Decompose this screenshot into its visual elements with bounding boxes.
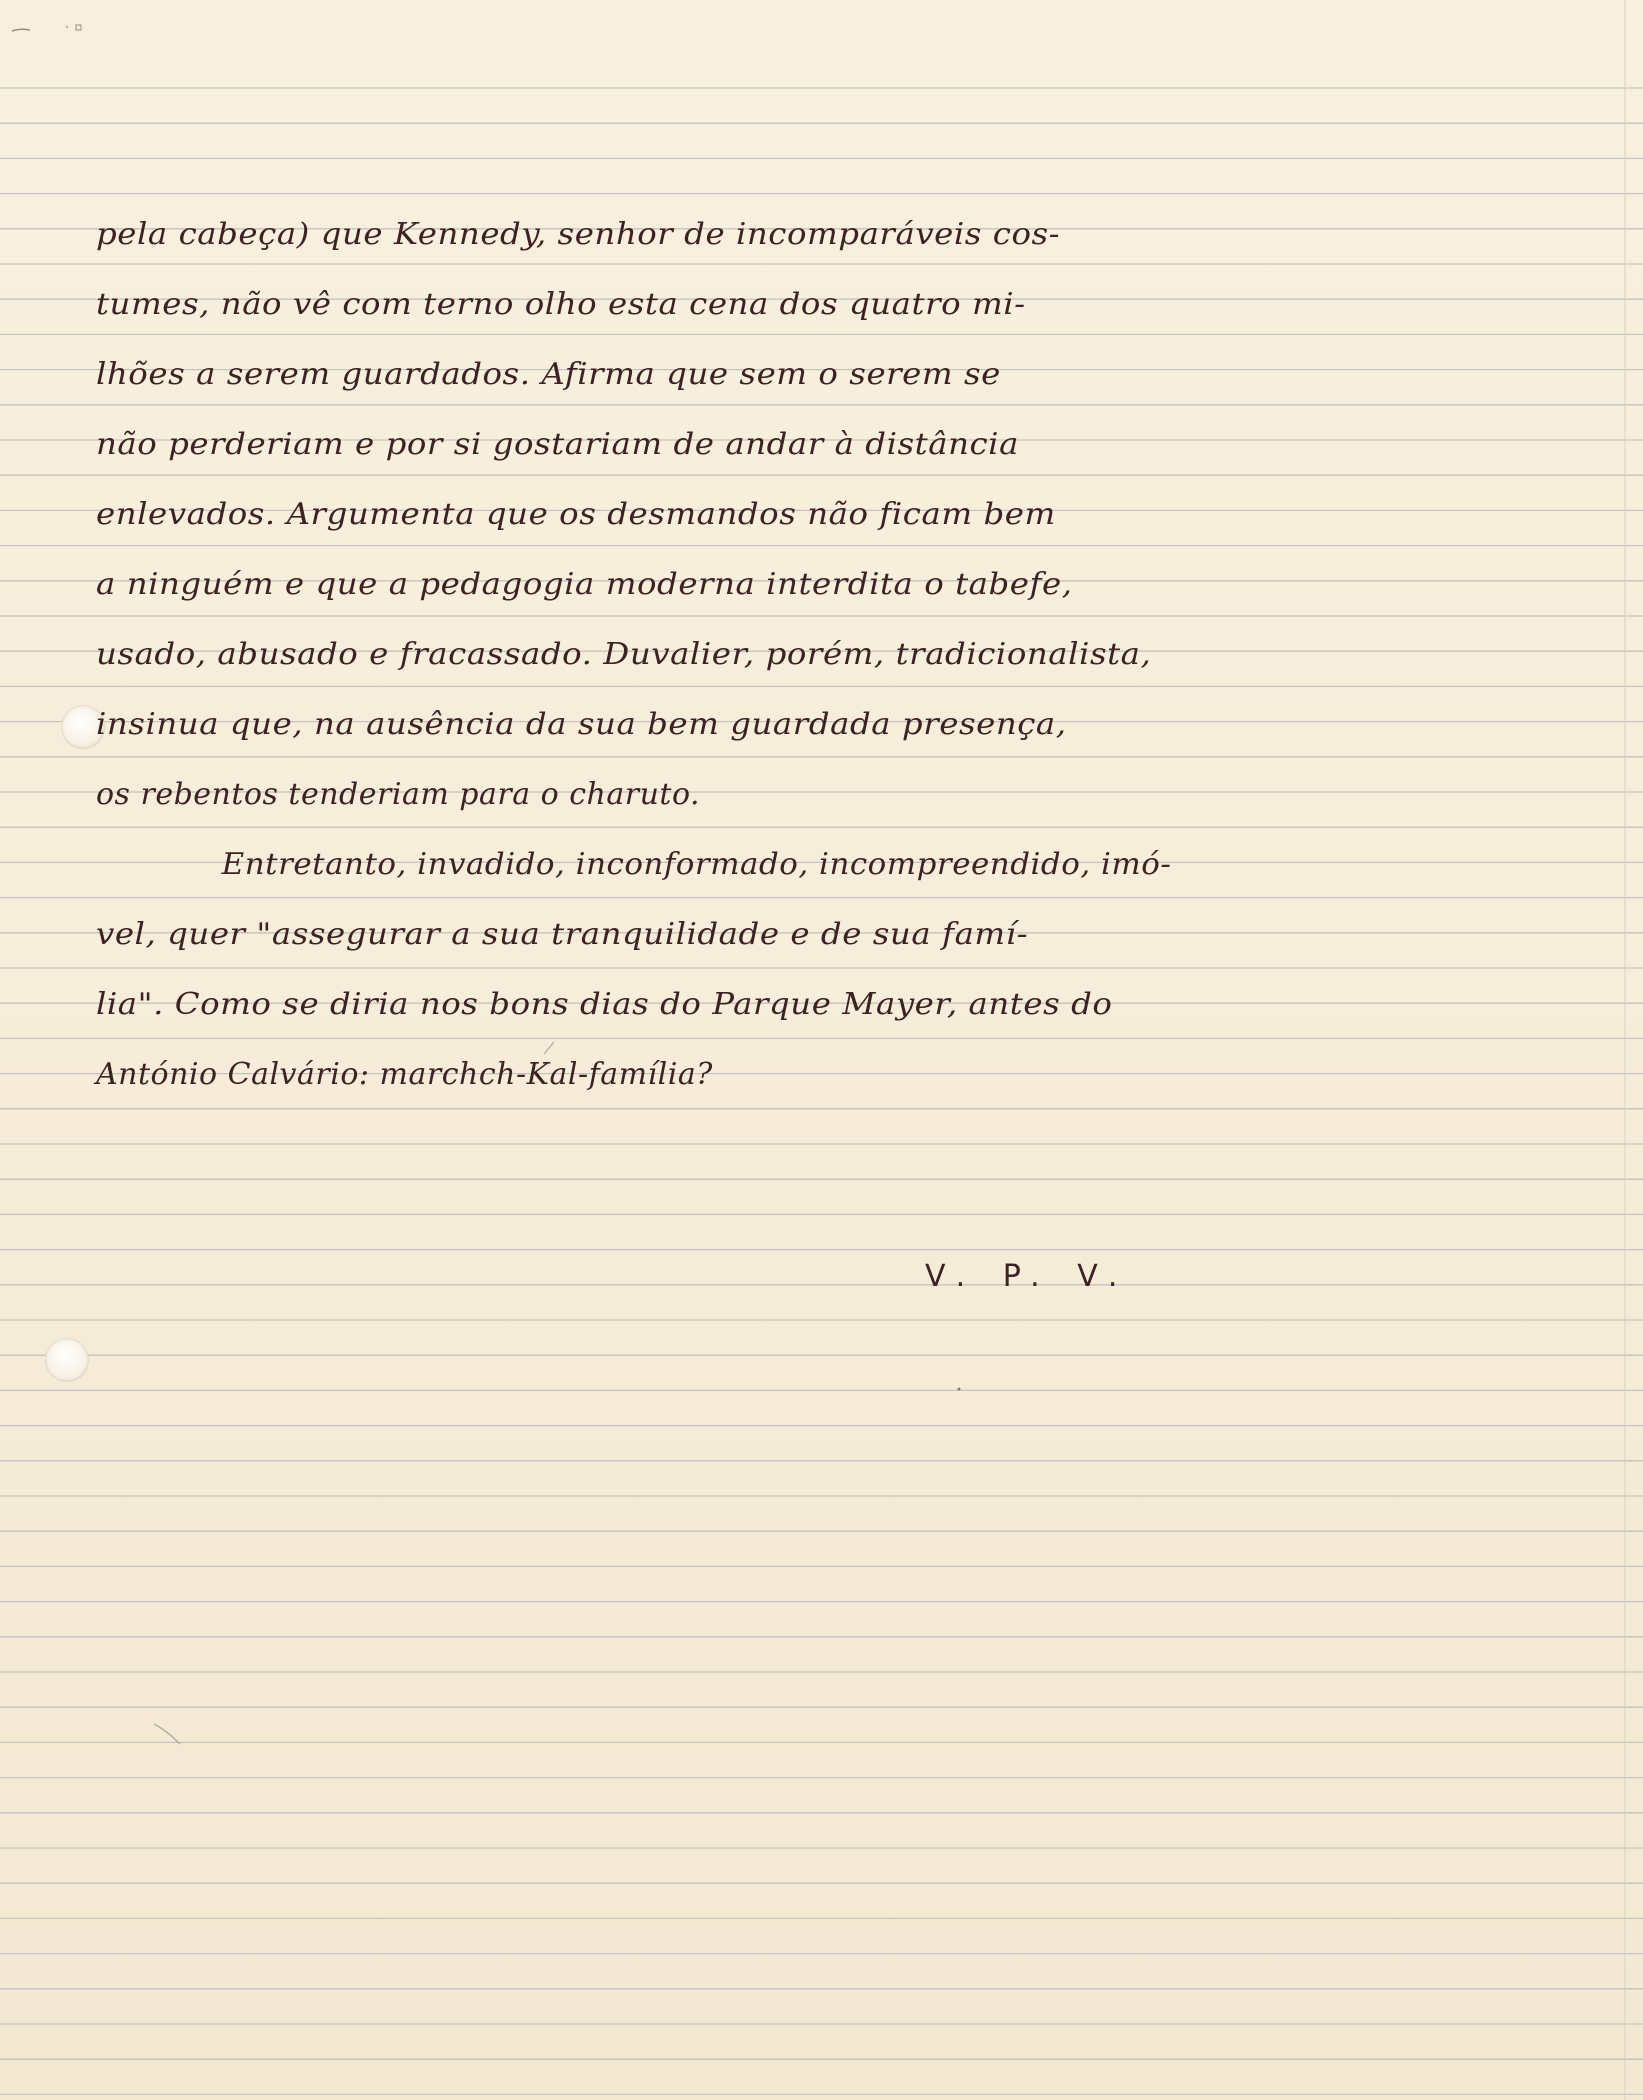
text-line: os rebentos tenderiam para o charuto. [96,777,701,812]
text-line: a ninguém e que a pedagogia moderna interdita o tabefe, [96,567,1073,602]
stray-pen-mark [150,1720,190,1750]
text-line: lhões a serem guardados. Afirma que sem o serem se [96,357,1001,392]
stray-pen-mark [955,1385,963,1393]
signature: V. P. V. [925,1259,1132,1294]
text-line: não perderiam e por si gostariam de andar à distância [96,427,1019,462]
text-line: Entretanto, invadido, inconformado, incompreendido, imó- [221,847,1172,882]
text-line: vel, quer "assegurar a sua tranquilidade e de sua famí- [96,917,1029,952]
corner-mark [10,22,90,36]
text-line: pela cabeça) que Kennedy, senhor de incomparáveis cos- [96,217,1061,252]
handwritten-text [96,208,1586,1118]
text-line: enlevados. Argumenta que os desmandos não ficam bem [96,497,1056,532]
text-line: insinua que, na ausência da sua bem guardada presença, [96,707,1067,742]
text-line: tumes, não vê com terno olho esta cena dos quatro mi- [96,287,1026,322]
punch-hole-lower [45,1338,89,1382]
text-line: lia". Como se diria nos bons dias do Parque Mayer, antes do [96,987,1113,1022]
text-line: António Calvário: marchch-Kal-família? [96,1057,713,1092]
text-line: usado, abusado e fracassado. Duvalier, porém, tradicionalista, [96,637,1152,672]
stray-pen-mark [540,1038,560,1058]
